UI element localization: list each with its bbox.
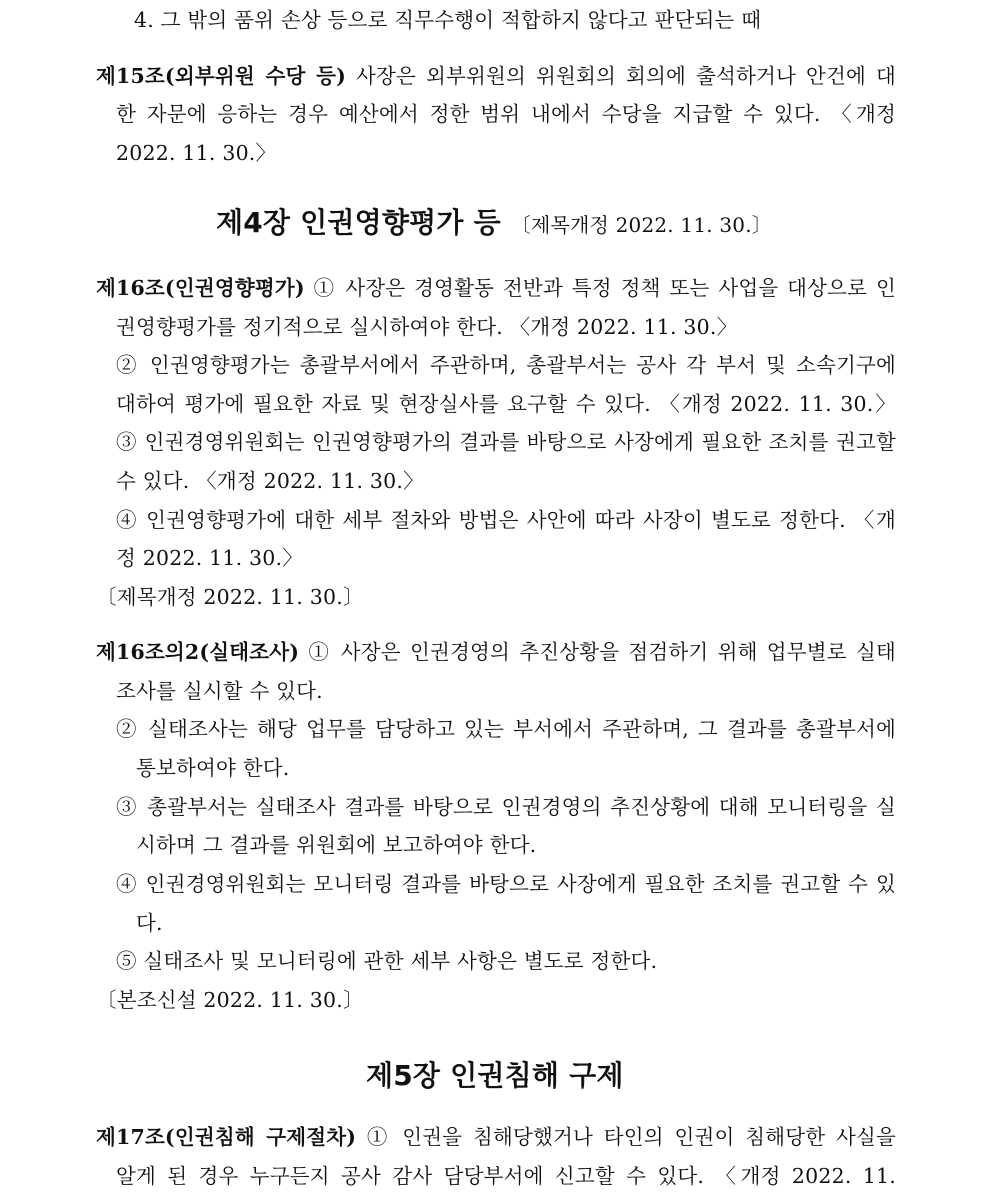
article-16 <box>96 278 896 299</box>
article-16-2-para-3b: 시하며 그 결과를 위원회에 보고하여야 한다. <box>136 833 537 857</box>
article-17 <box>96 1127 896 1148</box>
article-16-para-2a: ② 인권영향평가는 총괄부서에서 주관하며, 총괄부서는 공사 각 부서 및 소속기구에 <box>116 353 896 377</box>
article-16-para-3b: 수 있다. 〈개정 2022. 11. 30.〉 <box>116 469 424 493</box>
article-16-title: 제16조(인권영향평가) <box>96 276 305 300</box>
chapter-4-heading <box>216 206 772 239</box>
article-16-2-para-5: ⑤ 실태조사 및 모니터링에 관한 세부 사항은 별도로 정한다. <box>116 949 658 973</box>
article-16-2 <box>96 642 896 663</box>
list-item-4: 4. 그 밖의 품위 손상 등으로 직무수행이 적합하지 않다고 판단되는 때 <box>134 8 762 32</box>
article-16-2-para-1b: 조사를 실시할 수 있다. <box>116 679 323 703</box>
article-15-title: 제15조(외부위원 수당 등) <box>96 64 346 88</box>
article-17-title: 제17조(인권침해 구제절차) <box>96 1125 357 1149</box>
article-16-para-1a: ① 사장은 경영활동 전반과 특정 정책 또는 사업을 대상으로 인 <box>313 276 897 300</box>
chapter-5-heading: 제5장 인권침해 구제 <box>366 1059 624 1092</box>
article-16-2-para-4b: 다. <box>136 911 163 935</box>
article-15 <box>96 66 896 87</box>
article-16-para-1b: 권영향평가를 정기적으로 실시하여야 한다. 〈개정 2022. 11. 30.〉 <box>116 315 738 339</box>
article-16-2-note: 〔본조신설 2022. 11. 30.〕 <box>96 988 364 1012</box>
article-16-para-2b: 대하여 평가에 필요한 자료 및 현장실사를 요구할 수 있다. 〈개정 2022. 11. 30.〉 <box>116 392 896 416</box>
article-17-para-1a: ① 인권을 침해당했거나 타인의 인권이 침해당한 사실을 <box>366 1125 896 1149</box>
article-16-para-4a: ④ 인권영향평가에 대한 세부 절차와 방법은 사안에 따라 사장이 별도로 정한다. 〈개 <box>116 508 896 532</box>
article-16-para-3a: ③ 인권경영위원회는 인권영향평가의 결과를 바탕으로 사장에게 필요한 조치를 권고할 <box>116 430 896 454</box>
article-16-note: 〔제목개정 2022. 11. 30.〕 <box>96 585 364 609</box>
article-15-text-1: 사장은 외부위원의 위원회의 회의에 출석하거나 안건에 대 <box>355 64 896 88</box>
chapter-4-note: 〔제목개정 2022. 11. 30.〕 <box>510 213 772 237</box>
article-17-para-1b: 알게 된 경우 누구든지 공사 감사 담당부서에 신고할 수 있다. 〈개정 2022. 11. <box>116 1164 896 1188</box>
chapter-4-title: 제4장 인권영향평가 등 <box>216 206 501 239</box>
article-16-2-title: 제16조의2(실태조사) <box>96 640 300 664</box>
article-16-para-4b: 정 2022. 11. 30.〉 <box>116 546 303 570</box>
article-16-2-para-3a: ③ 총괄부서는 실태조사 결과를 바탕으로 인권경영의 추진상황에 대해 모니터링을 실 <box>116 795 896 819</box>
article-15-text-2: 한 자문에 응하는 경우 예산에서 정한 범위 내에서 수당을 지급할 수 있다. 〈개정 <box>116 102 896 126</box>
article-16-2-para-1a: ① 사장은 인권경영의 추진상황을 점검하기 위해 업무별로 실태 <box>308 640 897 664</box>
article-16-2-para-4a: ④ 인권경영위원회는 모니터링 결과를 바탕으로 사장에게 필요한 조치를 권고할 수 있 <box>116 872 896 896</box>
article-16-2-para-2b: 통보하여야 한다. <box>136 756 290 780</box>
article-16-2-para-2a: ② 실태조사는 해당 업무를 담당하고 있는 부서에서 주관하며, 그 결과를 총괄부서에 <box>116 717 896 741</box>
article-15-text-3: 2022. 11. 30.〉 <box>116 141 277 165</box>
